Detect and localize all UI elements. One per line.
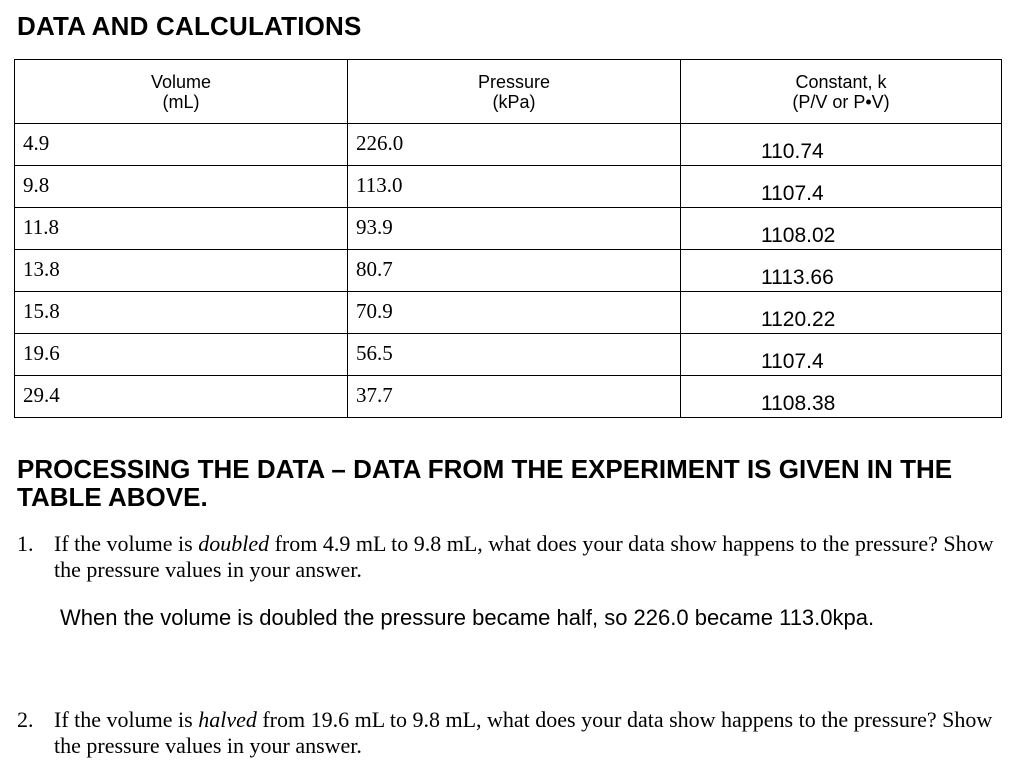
page-title: DATA AND CALCULATIONS: [17, 11, 362, 41]
question-emphasis: halved: [198, 707, 257, 732]
column-header-constant: [681, 60, 1002, 124]
table-row: [15, 292, 1002, 334]
pressure-cell: 56.5: [348, 334, 681, 376]
question-number: 1.: [17, 531, 34, 556]
question-text-start: If the volume is: [54, 531, 199, 556]
answer-1: When the volume is doubled the pressure became half, so 226.0 became 113.0kpa.: [60, 605, 875, 630]
pressure-cell: 80.7: [348, 250, 681, 292]
question-number: 2.: [17, 707, 34, 732]
table-row: [15, 250, 1002, 292]
constant-cell: 1107.4: [681, 334, 1002, 376]
column-header-label: Volume: [150, 71, 212, 92]
pressure-cell: 226.0: [348, 124, 681, 166]
column-header-volume: [15, 60, 348, 124]
question-2: [17, 707, 1007, 759]
column-header-pressure: [348, 60, 681, 124]
column-header-unit: (mL): [162, 91, 200, 112]
question-text-end: from 19.6 mL to 9.8 mL, what does your data show happens to the pressure? Show the pressure values in your answer.: [54, 707, 993, 758]
constant-cell: 1120.22: [681, 292, 1002, 334]
constant-cell: 1107.4: [681, 166, 1002, 208]
table-row: [15, 166, 1002, 208]
pressure-cell: 37.7: [348, 376, 681, 418]
table-header-row: [15, 60, 1002, 124]
question-text-start: If the volume is: [54, 707, 199, 732]
pressure-cell: 93.9: [348, 208, 681, 250]
volume-cell: 19.6: [15, 334, 348, 376]
constant-cell: 110.74: [681, 124, 1002, 166]
table-row: [15, 376, 1002, 418]
pressure-cell: 113.0: [348, 166, 681, 208]
question-text: [54, 707, 1007, 759]
volume-cell: 29.4: [15, 376, 348, 418]
column-header-label: Constant, k: [795, 71, 887, 92]
constant-cell: 1108.38: [681, 376, 1002, 418]
data-table: [14, 59, 1002, 418]
question-text: [54, 531, 1007, 583]
column-header-label: Pressure: [477, 71, 551, 92]
column-header-unit: (kPa): [492, 91, 536, 112]
volume-cell: 11.8: [15, 208, 348, 250]
table-row: [15, 208, 1002, 250]
table-row: [15, 124, 1002, 166]
volume-cell: 13.8: [15, 250, 348, 292]
volume-cell: 4.9: [15, 124, 348, 166]
constant-cell: 1113.66: [681, 250, 1002, 292]
question-emphasis: doubled: [198, 531, 270, 556]
table-row: [15, 334, 1002, 376]
question-text-end: from 4.9 mL to 9.8 mL, what does your data show happens to the pressure? Show the pressure values in your answer.: [54, 531, 994, 582]
column-header-unit: (P/V or P•V): [792, 91, 890, 112]
volume-cell: 15.8: [15, 292, 348, 334]
volume-cell: 9.8: [15, 166, 348, 208]
processing-heading: PROCESSING THE DATA – DATA FROM THE EXPERIMENT IS GIVEN IN THE TABLE ABOVE.: [17, 454, 953, 512]
constant-cell: 1108.02: [681, 208, 1002, 250]
pressure-cell: 70.9: [348, 292, 681, 334]
question-1: [17, 531, 1007, 583]
